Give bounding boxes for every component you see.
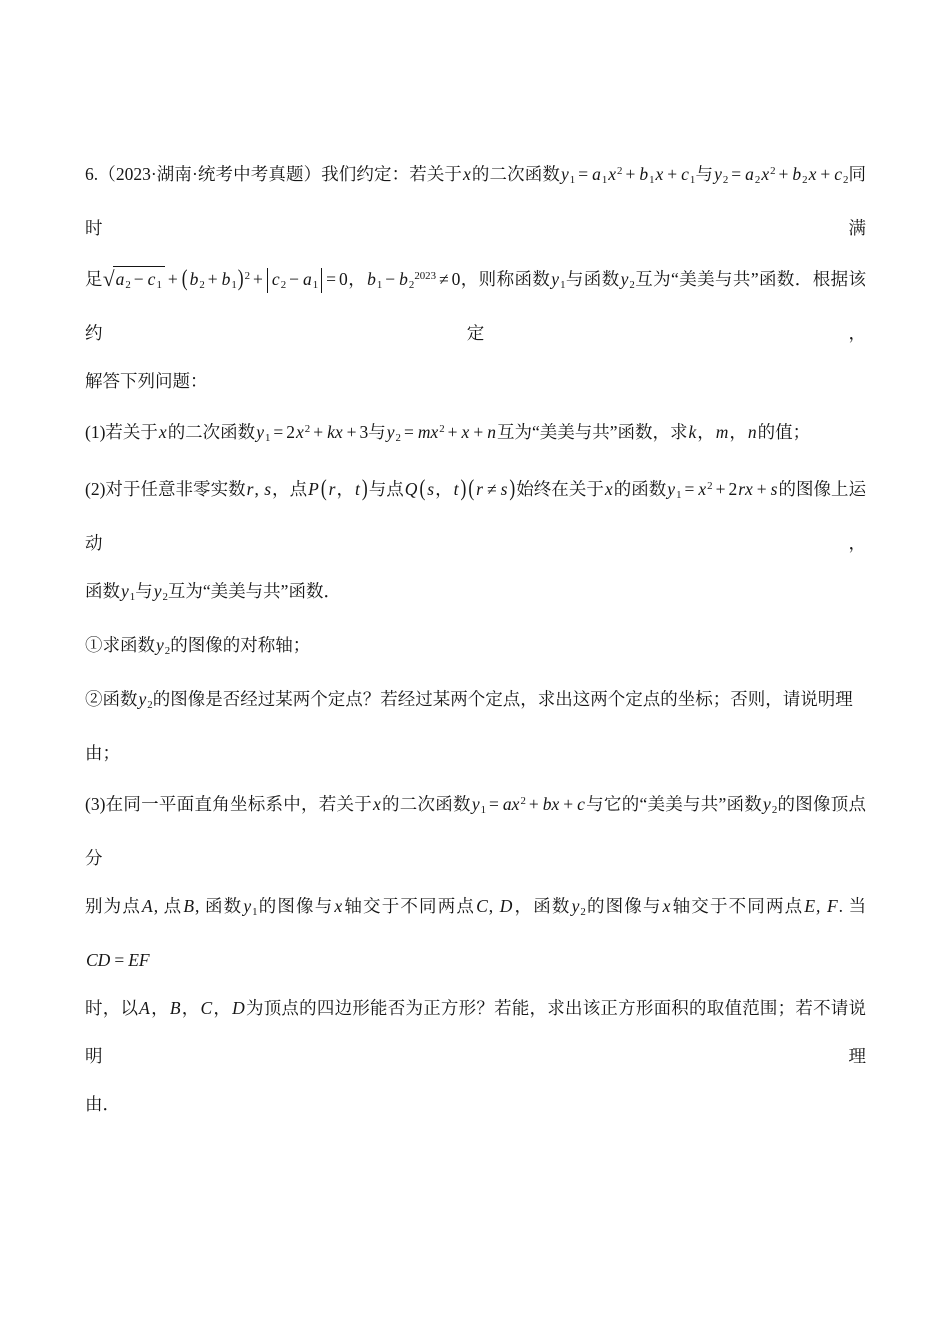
math-variable: EF [128, 950, 150, 971]
math-operator: − [133, 268, 144, 289]
math-variable: s [500, 478, 508, 499]
text-run: 与点 [368, 478, 404, 499]
text-run: 的图像与 [585, 896, 662, 917]
text-run: ， [150, 998, 169, 1019]
math-operator: + [473, 421, 484, 442]
math-variable: P [308, 478, 319, 499]
text-line [85, 567, 866, 621]
subscript: 1 [649, 173, 655, 186]
math-operator: + [346, 421, 357, 442]
subscript: 2 [722, 173, 729, 186]
open-paren: ( [181, 264, 188, 291]
text-run: ②函数 [85, 689, 138, 709]
text-run: ， [697, 421, 715, 442]
text-line [85, 984, 866, 1080]
text-run: 为顶点的四边形能否为正方形？若能，求出该正方形面积的取值范围；若不请说明理 [85, 998, 867, 1067]
text-run: 与 [368, 421, 386, 442]
math-variable: b [367, 268, 376, 289]
math-variable: x [373, 793, 381, 814]
math-variable: ax [502, 793, 520, 814]
text-run: 与 [135, 580, 153, 601]
text-run: 互为“美美与共”函数． [167, 580, 341, 601]
text-run: ， [336, 478, 355, 499]
text-run: 由． [85, 1094, 120, 1115]
math-variable: C [476, 896, 488, 917]
text-run: 的图像的对称轴； [170, 634, 311, 655]
math-operator: ≠ [486, 478, 497, 499]
text-run: 别为点 [85, 896, 142, 917]
math-variable: r [476, 478, 483, 499]
text-run: ， [729, 421, 747, 442]
text-line [85, 621, 866, 675]
text-run: , [816, 896, 826, 917]
text-run: 同时满 [85, 163, 867, 238]
subscript: 1 [129, 590, 136, 603]
parenthesized-expression [181, 264, 245, 291]
math-variable: bx [542, 793, 560, 814]
math-variable: y [243, 896, 252, 917]
text-run: . 当 [838, 896, 867, 917]
math-operator: ≠ [439, 268, 449, 289]
math-variable: D [232, 998, 245, 1019]
math-variable: rx [738, 478, 753, 499]
math-operator: = [578, 163, 589, 184]
math-variable: y [138, 689, 147, 709]
math-number: 3 [359, 421, 369, 442]
text-run: 解答下列问题： [85, 370, 208, 391]
superscript: 2023 [414, 269, 437, 282]
superscript: 2 [304, 422, 311, 435]
math-number: 2 [728, 478, 738, 499]
text-line [85, 147, 866, 252]
math-variable: a [592, 163, 601, 184]
math-variable: b [221, 268, 231, 289]
text-run: 互为“美美与共”函数，求 [496, 421, 688, 442]
math-variable: y [156, 634, 164, 655]
text-run: 的二次函数 [471, 163, 560, 184]
math-operator: = [684, 478, 695, 499]
math-number: 0 [339, 268, 348, 289]
math-variable: y [153, 580, 162, 601]
subscript: 2 [280, 278, 287, 291]
subscript: 1 [156, 278, 162, 291]
math-variable: y [121, 580, 129, 601]
math-operator: = [326, 268, 337, 289]
math-operator: + [563, 793, 574, 814]
math-operator: = [489, 793, 499, 814]
parenthesized-expression [320, 474, 369, 501]
open-paren: ( [468, 474, 475, 501]
superscript: 2 [707, 479, 713, 492]
text-run: ， [347, 268, 367, 289]
text-run: 始终在关于 [516, 478, 604, 499]
parenthesized-expression [418, 474, 467, 501]
text-line [85, 675, 866, 777]
text-run: 的图像上运动， [85, 478, 867, 553]
math-variable: x [761, 163, 770, 184]
subscript: 1 [376, 278, 383, 291]
text-run: 轴交于不同两点 [343, 896, 476, 917]
math-variable: b [792, 163, 802, 184]
subscript: 2 [771, 804, 778, 817]
math-variable: y [571, 896, 580, 917]
superscript: 2 [770, 165, 776, 177]
text-line [85, 405, 866, 462]
math-variable: Q [404, 478, 418, 499]
subscript: 2 [162, 590, 168, 603]
math-variable: b [639, 163, 649, 184]
subscript: 2 [147, 699, 153, 712]
math-variable: y [667, 478, 676, 499]
math-variable: A [139, 998, 150, 1019]
subscript: 1 [480, 804, 487, 817]
subscript: 1 [252, 906, 258, 919]
text-run: 足 [85, 268, 103, 289]
subscript: 2 [408, 278, 415, 291]
close-paren: ) [509, 474, 516, 501]
text-run: 与函数 [565, 268, 620, 289]
math-variable: b [399, 268, 408, 289]
math-operator: = [273, 421, 284, 442]
math-variable: x [608, 163, 617, 184]
math-variable: a [745, 163, 754, 184]
math-variable: x [334, 896, 343, 917]
math-variable: s [264, 478, 272, 499]
math-variable: B [169, 998, 181, 1019]
superscript: 2 [617, 165, 623, 177]
text-run: (2)对于任意非零实数 [85, 478, 246, 499]
math-variable: E [804, 896, 816, 917]
text-run: , 函数 [195, 896, 243, 917]
parenthesized-expression [467, 474, 516, 501]
text-run: , 点 [153, 896, 183, 917]
math-variable: x [662, 896, 671, 917]
text-run: 轴交于不同两点 [671, 896, 804, 917]
subscript: 1 [569, 173, 576, 186]
math-variable: x [604, 478, 613, 499]
math-variable: x [461, 421, 470, 442]
math-variable: y [256, 421, 264, 442]
math-variable: c [834, 163, 842, 184]
close-paren: ) [361, 474, 368, 501]
math-variable: D [499, 896, 513, 917]
subscript: 2 [754, 173, 761, 186]
math-variable: r [246, 478, 254, 499]
radical-expression [102, 267, 165, 292]
math-variable: s [770, 478, 778, 499]
math-variable: y [763, 793, 771, 814]
math-variable: B [183, 896, 195, 917]
math-variable: y [620, 268, 629, 289]
text-run: ，则称函数 [460, 268, 551, 289]
text-run: (3)在同一平面直角坐标系中，若关于 [85, 793, 372, 814]
text-line [85, 252, 866, 357]
superscript: 2 [439, 422, 445, 435]
text-run: 互为“美美与共”函数．根据该约定， [85, 268, 867, 343]
radicand [113, 266, 165, 292]
math-variable: x [698, 478, 707, 499]
subscript: 2 [395, 431, 401, 444]
math-variable: A [142, 896, 153, 917]
math-operator: + [715, 478, 726, 499]
text-run: ， [213, 998, 232, 1019]
absolute-value-expression [267, 268, 322, 293]
text-line [85, 777, 866, 882]
radical-sign: √ [102, 267, 115, 292]
subscript: 2 [629, 278, 635, 291]
subscript: 1 [601, 173, 608, 186]
math-operator: + [313, 421, 324, 442]
open-paren: ( [419, 474, 426, 501]
text-run: 的函数 [613, 478, 667, 499]
math-operator: − [385, 268, 396, 289]
text-line [85, 462, 866, 567]
math-number: 2 [286, 421, 296, 442]
superscript: 2 [244, 269, 251, 282]
math-variable: y [560, 163, 569, 184]
text-run: 函数 [85, 580, 120, 601]
text-run: , [488, 896, 499, 917]
math-number: 0 [451, 268, 461, 289]
math-variable: CD [86, 950, 111, 971]
math-operator: + [820, 163, 831, 184]
subscript: 2 [843, 173, 849, 186]
text-run: 与 [695, 163, 714, 184]
text-run: ， [181, 998, 200, 1019]
subscript: 2 [580, 906, 586, 919]
math-operator: + [778, 163, 789, 184]
close-paren: ) [460, 474, 467, 501]
math-operator: − [289, 268, 299, 289]
text-run: (1)若关于 [85, 421, 158, 442]
math-variable: a [303, 268, 312, 289]
math-operator: + [253, 268, 263, 289]
subscript: 2 [802, 173, 808, 186]
text-run: 的二次函数 [167, 421, 256, 442]
math-operator: = [731, 163, 742, 184]
text-line [85, 357, 866, 405]
math-variable: t [355, 478, 360, 499]
math-variable: y [386, 421, 395, 442]
subscript: 1 [231, 278, 237, 291]
text-line [85, 882, 866, 984]
text-run: 时，以 [85, 998, 139, 1019]
text-run: 的图像是否经过某两个定点？若经过某两个定点，求出这两个定点的坐标；否则，请说明理由； [85, 689, 853, 764]
math-operator: + [667, 163, 678, 184]
math-variable: t [453, 478, 459, 499]
subscript: 2 [164, 645, 171, 657]
text-run: 的值； [757, 421, 811, 442]
subscript: 2 [125, 278, 131, 291]
superscript: 2 [520, 795, 526, 808]
text-run: ①求函数 [85, 634, 155, 655]
math-variable: x [296, 421, 304, 442]
math-operator: + [625, 163, 636, 184]
math-variable: y [551, 268, 560, 289]
math-variable: y [714, 163, 722, 184]
math-variable: mx [417, 421, 439, 442]
math-variable: a [115, 268, 125, 289]
math-variable: s [427, 478, 435, 499]
text-run: 的图像顶点分 [85, 793, 867, 869]
math-variable: r [328, 478, 336, 499]
math-variable: k [688, 421, 697, 442]
text-run: 的二次函数 [381, 793, 471, 814]
math-operator: + [167, 268, 178, 289]
math-variable: C [200, 998, 213, 1019]
math-variable: n [487, 421, 496, 442]
subscript: 1 [676, 488, 682, 501]
text-run: ，函数 [513, 896, 571, 917]
math-operator: + [528, 793, 539, 814]
math-variable: x [158, 421, 167, 442]
close-paren: ) [237, 264, 244, 291]
problem-text [85, 147, 866, 1128]
subscript: 1 [560, 278, 566, 291]
subscript: 2 [199, 278, 205, 291]
text-run: ， [435, 478, 453, 499]
text-run: ，点 [272, 478, 308, 499]
math-variable: c [271, 268, 280, 289]
math-variable: kx [327, 421, 343, 442]
math-operator: + [447, 421, 458, 442]
text-run: 6.（2023·湖南·统考中考真题）我们约定：若关于 [85, 163, 463, 184]
text-run: 的图像与 [257, 896, 334, 917]
text-line [85, 1080, 866, 1128]
math-operator: + [756, 478, 767, 499]
math-variable: y [471, 793, 480, 814]
math-variable: x [463, 163, 471, 184]
text-run: 与它的“美美与共”函数 [585, 793, 763, 814]
math-variable: x [808, 163, 817, 184]
math-variable: c [577, 793, 585, 814]
math-variable: F [826, 896, 838, 917]
math-variable: b [189, 268, 199, 289]
open-paren: ( [320, 474, 327, 501]
math-operator: + [207, 268, 218, 289]
math-variable: c [147, 268, 156, 289]
math-operator: = [114, 950, 125, 971]
math-variable: c [681, 163, 689, 184]
math-variable: n [747, 421, 757, 442]
subscript: 1 [689, 173, 696, 186]
math-variable: x [655, 163, 664, 184]
subscript: 1 [312, 278, 319, 291]
text-run: , [254, 478, 264, 499]
math-variable: m [715, 421, 729, 442]
subscript: 1 [264, 431, 271, 444]
math-operator: = [403, 421, 414, 442]
